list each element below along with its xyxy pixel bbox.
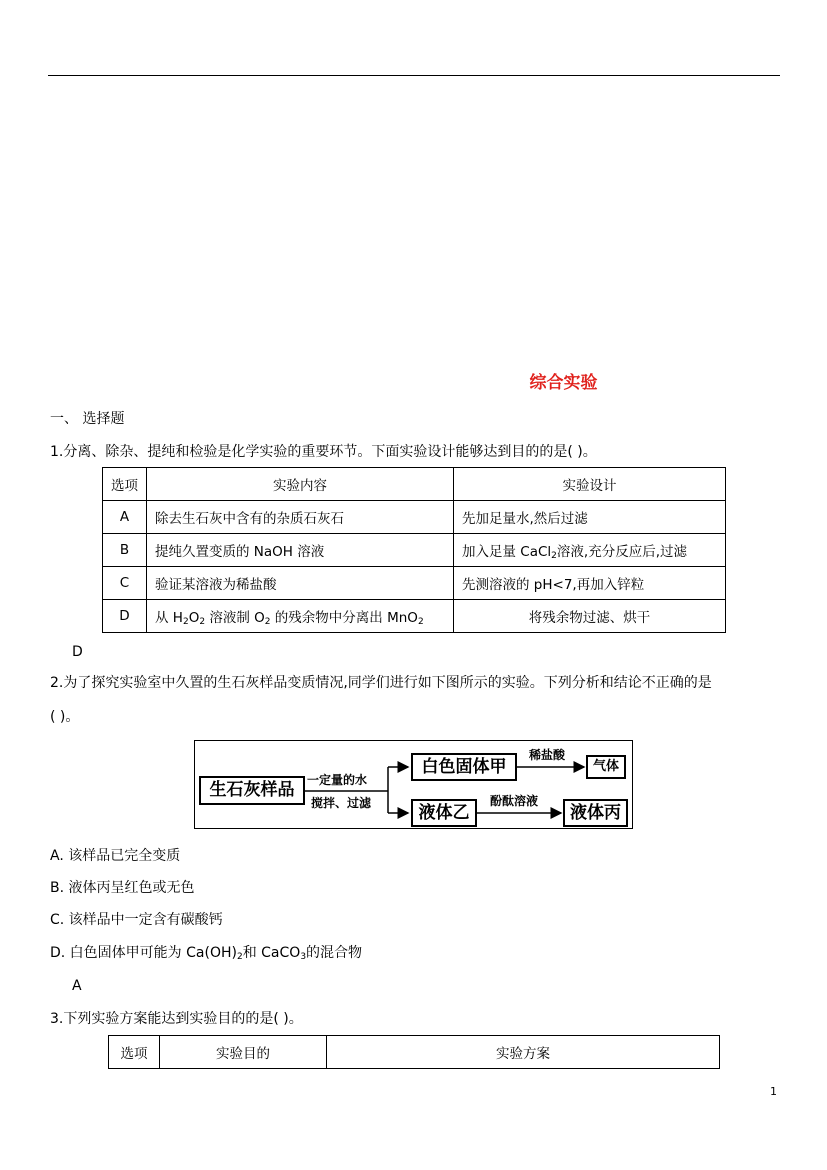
question-2-option-c: C. 该样品中一定含有碳酸钙 [50,912,223,928]
acid-label: 稀盐酸 [529,748,566,762]
question-2-text-cont: ( )。 [50,709,80,725]
step-water-label: 一定量的水 [307,773,368,787]
row-design: 加入足量 CaCl$_2$溶液,充分反应后,过滤 [454,534,726,567]
sample-box: 生石灰样品 [199,776,305,805]
question-3-table [108,1035,720,1069]
table-row [103,534,726,567]
step-filter-label: 搅拌、过滤 [311,796,372,810]
row-design: 先测溶液的 pH<7,再加入锌粒 [454,567,726,600]
row-option: C [103,567,147,600]
question-1-text: 1.分离、除杂、提纯和检验是化学实验的重要环节。下面实验设计能够达到目的的是( )。 [50,444,597,460]
row-option: B [103,534,147,567]
indicator-label: 酚酞溶液 [490,794,539,808]
header-option: 选项 [109,1036,160,1069]
table-row [103,600,726,633]
question-3-text: 3.下列实验方案能达到实验目的的是( )。 [50,1011,303,1027]
header-design: 实验设计 [454,468,726,501]
row-design: 将残余物过滤、烘干 [454,600,726,633]
row-content: 从 $H_2O_2$ 溶液制 $O_2$ 的残余物中分离出 MnO$_2$ [147,600,454,633]
solid-box: 白色固体甲 [411,753,517,781]
header-option: 选项 [103,468,147,501]
row-content: 验证某溶液为稀盐酸 [147,567,454,600]
question-2-answer: A [72,978,82,994]
row-option: D [103,600,147,633]
question-2-option-b: B. 液体丙呈红色或无色 [50,880,195,896]
gas-box: 气体 [586,755,626,779]
page-title: 综合实验 [529,373,598,393]
row-option: A [103,501,147,534]
question-2-option-d: D. 白色固体甲可能为 $Ca(OH)_2$和 CaCO$_3$的混合物 [50,945,363,962]
header-plan: 实验方案 [327,1036,720,1069]
question-2-text: 2.为了探究实验室中久置的生石灰样品变质情况,同学们进行如下图所示的实验。下列分析和结论不正确的是 [50,675,712,691]
header-rule [48,75,780,76]
table-row [103,501,726,534]
flow-diagram [194,740,633,829]
table-row [103,567,726,600]
row-content: 提纯久置变质的 NaOH 溶液 [147,534,454,567]
question-2-option-a: A. 该样品已完全变质 [50,848,181,864]
row-design: 先加足量水,然后过滤 [454,501,726,534]
header-content: 实验内容 [147,468,454,501]
liquid2-box: 液体丙 [563,799,628,827]
liquid-box: 液体乙 [411,799,477,827]
table-header-row [109,1036,720,1069]
header-goal: 实验目的 [160,1036,327,1069]
question-1-answer: D [72,644,83,660]
page-number: 1 [770,1085,777,1098]
row-content: 除去生石灰中含有的杂质石灰石 [147,501,454,534]
table-header-row [103,468,726,501]
question-1-table [102,467,726,633]
section-heading: 一、 选择题 [50,411,125,427]
